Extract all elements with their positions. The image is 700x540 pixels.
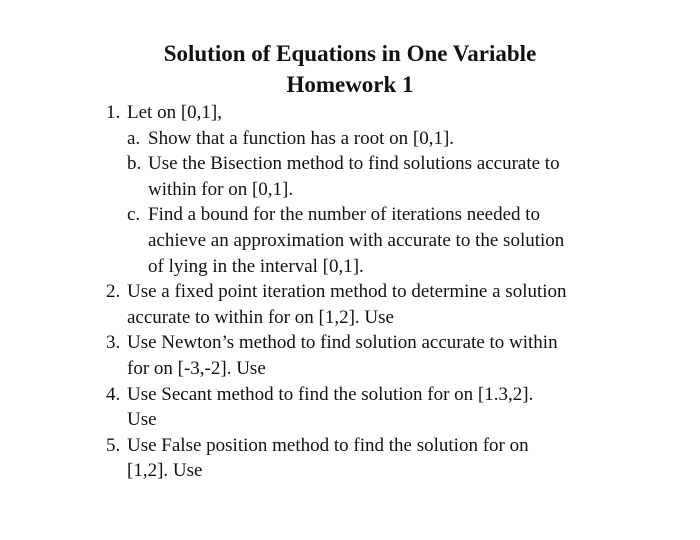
problem-5	[0, 433, 700, 459]
problem-1-part-b-cont	[0, 177, 700, 203]
document-title: Solution of Equations in One Variable	[163, 41, 537, 66]
problem-text: Use False position method to find the solution for on	[127, 434, 529, 456]
part-text: within for on [0,1].	[148, 178, 294, 200]
problem-number: 5.	[106, 434, 121, 456]
problem-1-part-b	[0, 151, 700, 177]
problem-text: Use Secant method to find the solution for on [1.3,2].	[127, 383, 534, 405]
problem-text: [1,2]. Use	[127, 460, 203, 482]
part-text: Find a bound for the number of iterations needed to	[148, 204, 541, 226]
document-subtitle: Homework 1	[286, 72, 414, 97]
problem-text: Use Newton’s method to find solution accurate to within	[127, 332, 558, 354]
part-text: Show that a function has a root on [0,1].	[148, 127, 455, 149]
problem-3	[0, 330, 700, 356]
problem-number: 2.	[106, 281, 121, 303]
problem-1-part-a	[0, 126, 700, 152]
part-text: achieve an approximation with accurate to the solution	[148, 229, 565, 251]
problem-1-part-c-cont-2	[0, 254, 700, 280]
problem-text: Let on [0,1],	[127, 102, 222, 123]
problem-number: 3.	[106, 332, 121, 354]
problem-number: 1.	[106, 102, 121, 123]
problem-text: for on [-3,-2]. Use	[127, 357, 266, 379]
problem-list	[0, 100, 700, 484]
problem-4-cont	[0, 407, 700, 433]
problem-2	[0, 279, 700, 305]
problem-1-part-c-cont-1	[0, 228, 700, 254]
problem-number: 4.	[106, 383, 121, 405]
part-label: c.	[127, 204, 141, 226]
problem-1	[0, 100, 700, 126]
problem-4	[0, 382, 700, 408]
problem-3-cont	[0, 356, 700, 382]
problem-5-cont	[0, 458, 700, 484]
problem-1-part-c	[0, 202, 700, 228]
problem-text: Use a fixed point iteration method to determine a solution	[127, 281, 567, 303]
part-text: Use the Bisection method to find solutions accurate to	[148, 153, 560, 175]
problem-2-cont	[0, 305, 700, 331]
part-text: of lying in the interval [0,1].	[148, 255, 364, 277]
problem-text: Use	[127, 409, 157, 431]
problem-text: accurate to within for on [1,2]. Use	[127, 306, 394, 328]
part-label: a.	[127, 127, 141, 149]
title-block	[0, 38, 700, 100]
part-label: b.	[127, 153, 142, 175]
